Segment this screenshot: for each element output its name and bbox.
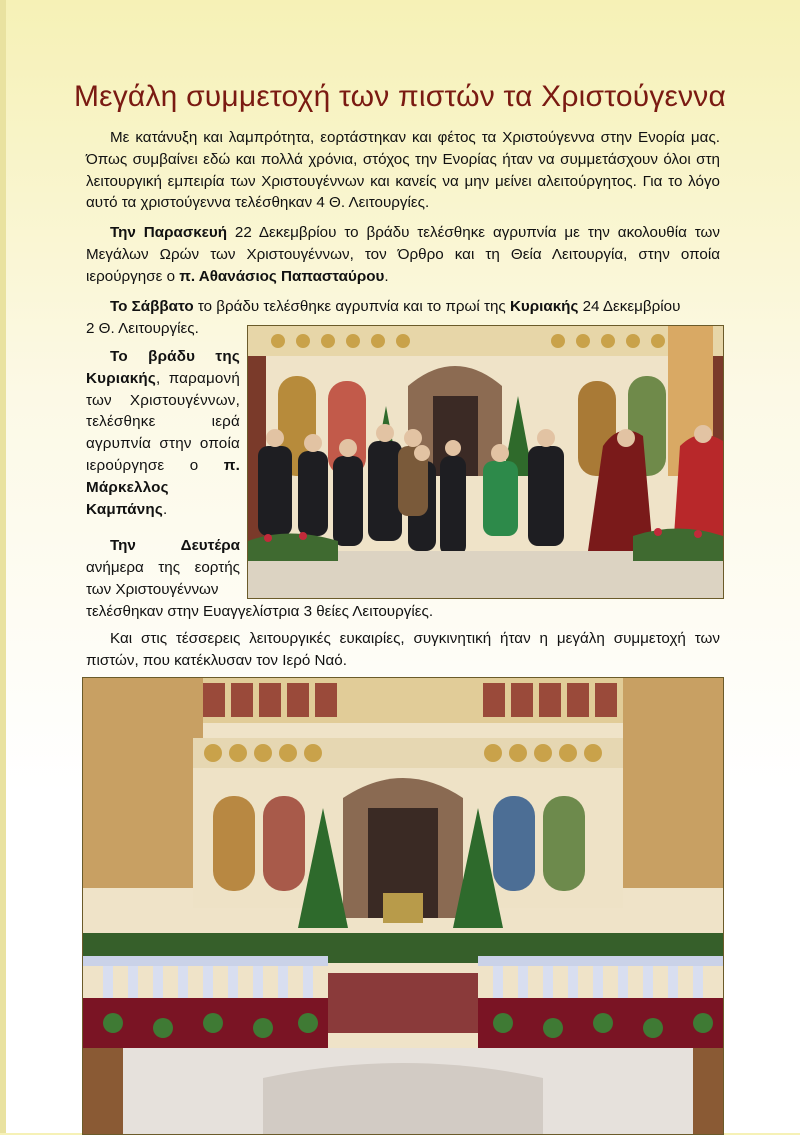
monday-bold: Την Δευτέρα <box>110 537 240 554</box>
paragraph-monday <box>86 535 240 600</box>
monday-text: ανήμερα της εορτής των Χριστουγέννων <box>86 558 240 598</box>
sunday-night-bold: Το βράδυ της Κυριακής <box>86 348 240 387</box>
friday-text: 22 Δεκεμβρίου το βράδυ τελέσθηκε αγρυπνία με την ακολουθία των Μεγάλων Ωρών των Χριστουγέννων, τον Όρθρο και τη Θεία Λειτουργία, στην οποία ιερούργησε ο <box>86 224 721 285</box>
saturday-text: το βράδυ τελέσθηκε αγρυπνία και το πρωί της <box>193 298 510 315</box>
page-edge <box>0 0 6 1133</box>
saturday-continuation: 2 Θ. Λειτουργίες. <box>86 320 199 337</box>
sunday-night-text: , παραμονή των Χριστουγέννων, τελέσθηκε ιερά αγρυπνία στην οποία ιερούργησε ο <box>86 369 240 474</box>
saturday-bold: Το Σάββατο <box>110 298 194 315</box>
group-photo <box>247 325 724 599</box>
church-interior-photo <box>82 677 724 1135</box>
sunday-bold: Κυριακής <box>509 298 579 315</box>
saturday-date: 24 Δεκεμβρίου <box>578 298 681 315</box>
article-title: Μεγάλη συμμετοχή των πιστών τα Χριστούγεννα <box>73 80 727 113</box>
friday-bold: Την Παρασκευή <box>110 224 228 241</box>
monday-continuation: τελέσθηκαν στην Ευαγγελίστρια 3 θείες Λειτουργίες. <box>86 603 434 620</box>
sunday-night-end: . <box>163 500 168 518</box>
paragraph-intro: Με κατάνυξη και λαμπρότητα, εορτάστηκαν και φέτος τα Χριστούγεννα στην Ενορία μας. Όπως συμβαίνει εδώ και πολλά χρόνια, στόχος την Ενορίας ήταν να συμμετάσχουν όλοι στη λειτουργική εμπειρία των Χριστουγέννων και κανείς να μην μείνει αλειτούργητος. Για το λόγο αυτό τα χριστούγεννα τελέσθηκαν 4 Θ. Λειτουργίες. <box>86 129 720 212</box>
priest-athanasios: π. Αθανάσιος Παπασταύρου <box>179 267 385 285</box>
paragraph-friday <box>86 222 720 287</box>
paragraph-closing: Και στις τέσσερεις λειτουργικές ευκαιρίες, συγκινητική ήταν η μεγάλη συμμετοχή των πιστών, που κατέκλυσαν τον Ιερό Ναό. <box>86 630 720 669</box>
priest-markellos: π. Μάρκελλος Καμπάνης <box>86 456 240 518</box>
friday-end: . <box>384 267 389 285</box>
paragraph-saturday <box>86 296 720 318</box>
paragraph-sunday-night <box>86 346 240 520</box>
